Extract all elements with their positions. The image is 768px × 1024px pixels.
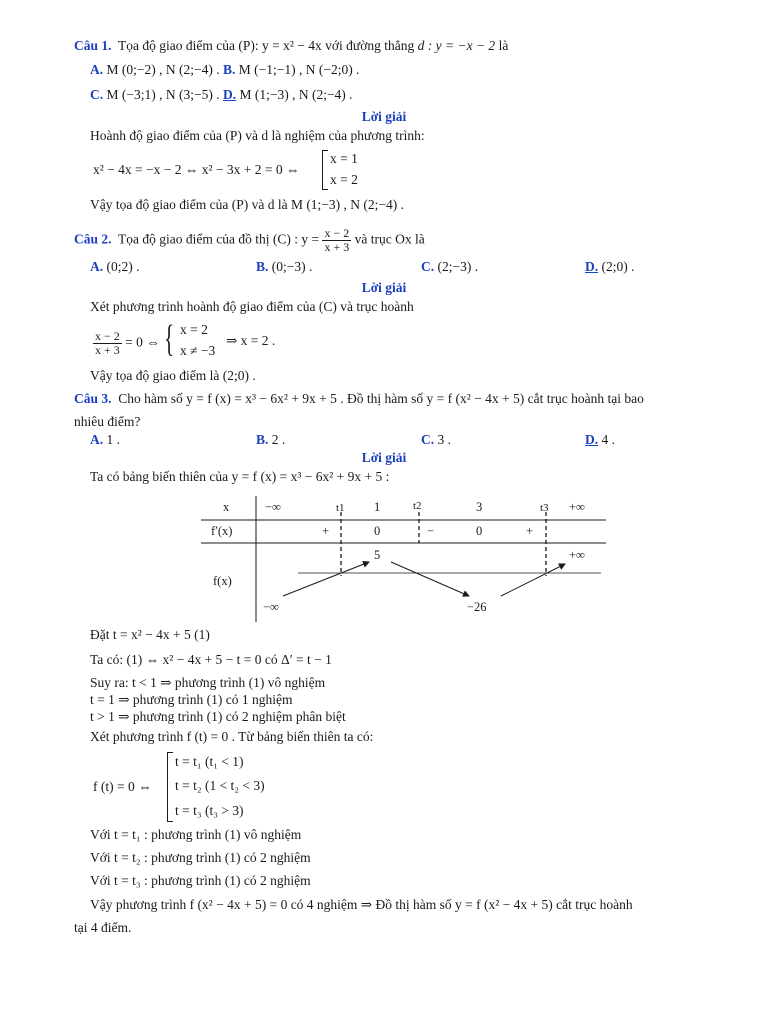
q3-option-a-wrap — [90, 431, 120, 449]
q3-line-4: t = 1 ⇒ phương trình (1) có 1 nghiệm — [90, 692, 293, 707]
x-val-1: 1 — [374, 500, 381, 514]
q3-option-a-letter: A. — [90, 432, 104, 447]
q2-option-d-letter: D. — [585, 259, 599, 274]
q3-line-2: Ta có: (1) ⇔ x² − 4x + 5 − t = 0 có Δ′ = t − 1 — [90, 652, 332, 667]
q1-option-b: M (−1;−1) , N (−2;0) . — [238, 62, 360, 77]
f-val-pos-inf: +∞ — [569, 548, 585, 562]
q2-sol-eq-tail: = 0 ⇔ — [125, 334, 160, 350]
fp-sign-3: + — [526, 524, 534, 538]
q3-with-3: Với t = t₃ : phương trình (1) có 2 nghiệm — [90, 873, 311, 888]
q1-option-a-letter: A. — [90, 62, 104, 77]
arrow-up-2 — [501, 564, 565, 596]
q1-solution-title: Lời giải — [361, 109, 407, 124]
q3-label: Câu 3. — [74, 391, 112, 406]
q3-sol-intro: Ta có bảng biến thiên của y = f (x) = x³ − 6x² + 9x + 5 : — [90, 469, 390, 484]
q2-label: Câu 2. — [74, 231, 112, 247]
q3-option-d-letter: D. — [585, 432, 599, 447]
q1-label: Câu 1. — [74, 38, 112, 53]
q1-bracket — [322, 150, 328, 190]
q2-solution-title: Lời giải — [361, 280, 407, 295]
q3-ft-equation: f (t) = 0 ⇔ — [93, 779, 152, 794]
q2-sol-implies: ⇒ x = 2 . — [226, 333, 276, 348]
q1-sol-line1: Hoành độ giao điểm của (P) và d là nghiệm của phương trình: — [90, 128, 425, 143]
q3-option-b-letter: B. — [256, 432, 269, 447]
fp-sign-1: + — [322, 524, 330, 538]
q3-line-6: Xét phương trình f (t) = 0 . Từ bảng biến thiên ta có: — [90, 729, 374, 744]
q2-system-2: x ≠ −3 — [180, 343, 216, 358]
q2-sol-fraction — [93, 330, 122, 357]
q2-sol-line1: Xét phương trình hoành độ giao điểm của (C) và trục hoành — [90, 299, 414, 314]
q3-final-a: Vậy phương trình f (x² − 4x + 5) = 0 có 4 nghiệm ⇒ Đồ thị hàm số y = f (x² − 4x + 5) cắt trục hoành — [90, 897, 633, 912]
q2-option-a: (0;2) . — [106, 259, 140, 274]
table-x-label: x — [223, 500, 230, 514]
q2-system-1: x = 2 — [180, 322, 208, 337]
q2-option-c-wrap — [421, 258, 478, 276]
q3-option-b-wrap — [256, 431, 285, 449]
q2-frac-den: x + 3 — [324, 240, 350, 254]
q1-option-b-letter: B. — [222, 62, 236, 77]
q1-options-row-2 — [90, 86, 353, 104]
q1-line-d: d : y = −x − 2 — [417, 38, 496, 53]
q1-question — [74, 37, 508, 55]
variation-table — [201, 496, 606, 622]
q2-option-d: (2;0) . — [601, 259, 635, 274]
f-val-max: 5 — [374, 548, 381, 562]
q3-text-a: Cho hàm số y = f (x) = x³ − 6x² + 9x + 5 . Đồ thị hàm số y = f (x² − 4x + 5) cắt trục hoành tại bao — [118, 391, 644, 406]
table-fp-label: f′(x) — [211, 524, 233, 538]
x-val-t1: t1 — [336, 502, 345, 514]
q3-line-5: t > 1 ⇒ phương trình (1) có 2 nghiệm phân biệt — [90, 709, 346, 724]
q3-ft-case-3: t = t₃ (t₃ > 3) — [175, 803, 244, 818]
q1-eq: : y = x² − 4x — [254, 38, 322, 53]
q2-option-b: (0;−3) . — [271, 259, 313, 274]
q3-ft-case-2: t = t₂ (1 < t₂ < 3) — [175, 778, 265, 793]
q3-option-c: 3 . — [437, 432, 451, 447]
fp-zero-2: 0 — [476, 524, 483, 538]
q2-fraction — [322, 227, 351, 254]
q2-sol-conclusion: Vậy tọa độ giao điểm là (2;0) . — [90, 368, 256, 383]
q3-text-b: nhiêu điểm? — [74, 414, 141, 429]
q1-text-c: là — [498, 38, 509, 53]
q3-with-1: Với t = t₁ : phương trình (1) vô nghiệm — [90, 827, 302, 842]
q1-root-1: x = 1 — [330, 151, 358, 166]
q1-option-c-letter: C. — [90, 87, 104, 102]
q3-line-1: Đặt t = x² − 4x + 5 (1) — [90, 627, 210, 642]
x-val-pos-inf: +∞ — [569, 500, 585, 514]
arrow-down — [391, 562, 469, 596]
q3-line-3: Suy ra: t < 1 ⇒ phương trình (1) vô nghiệm — [90, 675, 326, 690]
q3-option-d: 4 . — [601, 432, 615, 447]
fp-sign-2: − — [427, 524, 435, 538]
arrow-up-1 — [283, 562, 369, 596]
q2-sol-frac-num: x − 2 — [95, 329, 120, 343]
q2-option-d-wrap — [585, 258, 635, 276]
q3-question — [74, 390, 644, 408]
table-f-label: f(x) — [213, 574, 232, 588]
q3-with-2: Với t = t₂ : phương trình (1) có 2 nghiệm — [90, 850, 311, 865]
q3-option-d-wrap — [585, 431, 615, 449]
q1-sol-equation: x² − 4x = −x − 2 ⇔ x² − 3x + 2 = 0 ⇔ — [93, 162, 300, 177]
q2-frac-num: x − 2 — [324, 226, 350, 240]
q2-text-b: và trục Ox là — [354, 231, 425, 247]
q2-option-c: (2;−3) . — [437, 259, 479, 274]
q1-option-d: M (1;−3) , N (2;−4) . — [239, 87, 353, 102]
q2-option-c-letter: C. — [421, 259, 435, 274]
q2-option-b-letter: B. — [256, 259, 269, 274]
f-val-neg-inf: −∞ — [263, 600, 279, 614]
q1-options-row-1 — [90, 61, 359, 79]
q3-final-b: tại 4 điểm. — [74, 920, 132, 935]
q3-option-c-wrap — [421, 431, 451, 449]
q1-option-d-letter: D. — [222, 87, 237, 102]
q2-option-a-wrap — [90, 258, 140, 276]
q2-option-a-letter: A. — [90, 259, 104, 274]
q2-text-a: Tọa độ giao điểm của đồ thị (C) : y = — [118, 231, 320, 247]
fp-zero-1: 0 — [374, 524, 381, 538]
q2-option-b-wrap — [256, 258, 312, 276]
q3-option-c-letter: C. — [421, 432, 435, 447]
q3-solution-title: Lời giải — [361, 450, 407, 465]
q1-option-c: M (−3;1) , N (3;−5) . — [106, 87, 220, 102]
q2-question — [74, 227, 425, 254]
q3-ft-bracket — [167, 752, 173, 822]
q3-option-a: 1 . — [106, 432, 120, 447]
f-val-min: −26 — [467, 600, 487, 614]
q2-system-brace: { — [164, 318, 175, 360]
variation-table-lines — [201, 496, 606, 622]
q1-text-a: Tọa độ giao điểm của — [118, 38, 235, 53]
q1-option-a: M (0;−2) , N (2;−4) . — [106, 62, 220, 77]
q1-root-2: x = 2 — [330, 172, 358, 187]
q1-text-b: với đường thẳng — [325, 38, 415, 53]
q1-sol-conclusion: Vậy tọa độ giao điểm của (P) và d là M (1;−3) , N (2;−4) . — [90, 197, 405, 212]
q2-sol-equation — [93, 330, 160, 357]
q2-sol-frac-den: x + 3 — [95, 343, 120, 357]
q3-option-b: 2 . — [271, 432, 286, 447]
x-val-3: 3 — [476, 500, 483, 514]
x-val-neg-inf: −∞ — [265, 500, 281, 514]
q1-parabola: (P) — [238, 38, 255, 53]
x-val-t2: t2 — [413, 500, 422, 512]
q3-ft-case-1: t = t₁ (t₁ < 1) — [175, 754, 244, 769]
x-val-t3: t3 — [540, 502, 549, 514]
